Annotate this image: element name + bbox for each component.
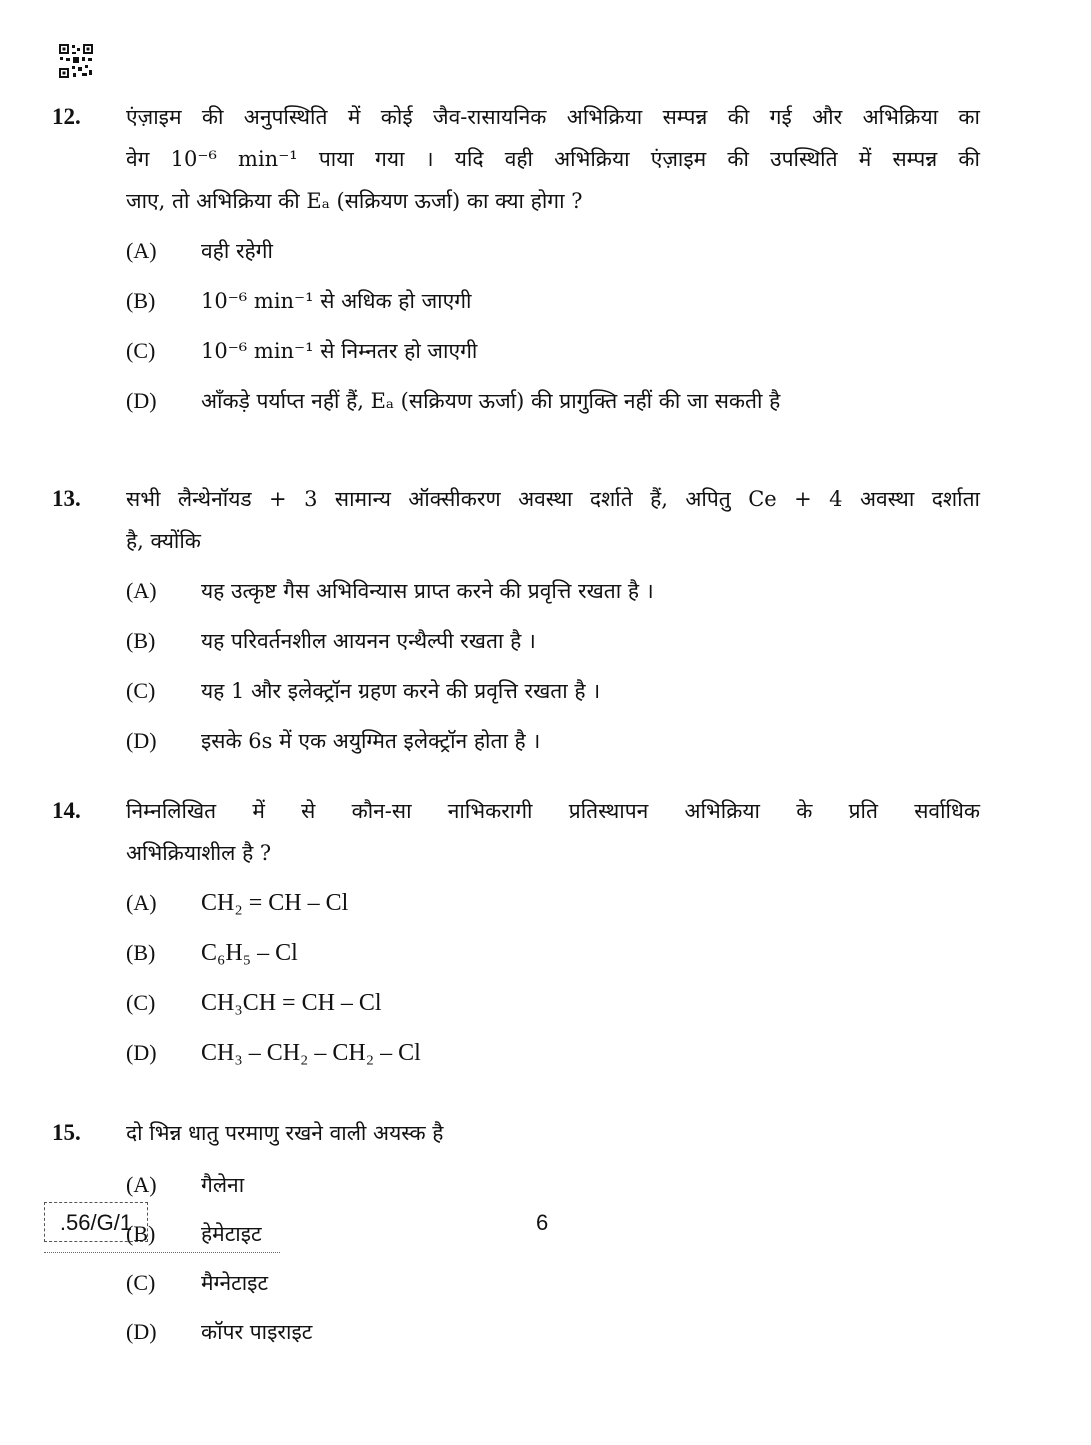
question-number: 15.: [52, 1120, 81, 1145]
option-label: (A): [126, 238, 157, 263]
option-d: [126, 380, 980, 430]
paper-code: .56/G/1: [44, 1202, 148, 1242]
option-d: [126, 720, 980, 770]
question-line: निम्नलिखित में से कौन-सा नाभिकरागी प्रतिस्थापन अभिक्रिया के प्रति सर्वाधिक: [126, 799, 980, 823]
option-a: [126, 882, 980, 932]
option-text: CH₂ = CH – Cl: [201, 890, 349, 916]
option-label: (B): [126, 1221, 156, 1246]
question-text: [126, 790, 980, 874]
option-text: CH₃CH = CH – Cl: [201, 990, 382, 1016]
option-label: (C): [126, 678, 156, 703]
footer-divider: [44, 1252, 280, 1255]
question-text: [126, 478, 980, 562]
option-label: (C): [126, 338, 156, 363]
question-line: है, क्योंकि: [126, 529, 201, 553]
page-number: 6: [536, 1210, 549, 1235]
option-label: (A): [126, 890, 157, 915]
question-line: एंज़ाइम की अनुपस्थिति में कोई जैव-रासायनिक अभिक्रिया सम्पन्न की गई और अभिक्रिया का: [126, 105, 980, 129]
option-d: [126, 1311, 980, 1360]
options-list: [126, 882, 980, 1082]
option-text: यह उत्कृष्ट गैस अभिविन्यास प्राप्त करने की प्रवृत्ति रखता है ।: [201, 579, 654, 603]
option-label: (D): [126, 388, 157, 413]
option-c: [126, 330, 980, 380]
option-label: (B): [126, 628, 156, 653]
option-text: कॉपर पाइराइट: [201, 1320, 313, 1344]
option-text: CH₃ – CH₂ – CH₂ – Cl: [201, 1040, 421, 1066]
option-c: [126, 982, 980, 1032]
option-label: (A): [126, 1172, 157, 1197]
options-list: [126, 570, 980, 770]
option-b: [126, 620, 980, 670]
option-a: [126, 230, 980, 280]
option-c: [126, 670, 980, 720]
option-label: (D): [126, 728, 157, 753]
question-12: [52, 96, 980, 430]
option-text: यह 1 और इलेक्ट्रॉन ग्रहण करने की प्रवृत्ति रखता है ।: [201, 679, 601, 703]
option-b: [126, 280, 980, 330]
option-label: (B): [126, 288, 156, 313]
option-text: इसके 6s में एक अयुग्मित इलेक्ट्रॉन होता है ।: [201, 729, 541, 753]
question-15: [52, 1112, 980, 1360]
option-text: 10⁻⁶ min⁻¹ से निम्नतर हो जाएगी: [201, 339, 478, 363]
question-line: दो भिन्न धातु परमाणु रखने वाली अयस्क है: [126, 1121, 444, 1145]
option-label: (C): [126, 1270, 156, 1295]
option-text: मैग्नेटाइट: [201, 1271, 269, 1295]
option-text: वही रहेगी: [201, 239, 273, 263]
question-number: 14.: [52, 798, 81, 823]
option-d: [126, 1032, 980, 1082]
option-a: [126, 570, 980, 620]
option-text: गैलेना: [201, 1173, 245, 1197]
question-14: [52, 790, 980, 1082]
question-text: [126, 1112, 980, 1154]
option-a: [126, 1164, 980, 1213]
question-number: 13.: [52, 486, 81, 511]
option-label: (C): [126, 990, 156, 1015]
option-label: (D): [126, 1040, 157, 1065]
option-label: (B): [126, 940, 156, 965]
question-line: अभिक्रियाशील है ?: [126, 841, 272, 865]
question-line: वेग 10⁻⁶ min⁻¹ पाया गया । यदि वही अभिक्रिया एंज़ाइम की उपस्थिति में सम्पन्न की: [126, 147, 980, 171]
option-label: (A): [126, 578, 157, 603]
option-text: हेमेटाइट: [201, 1222, 262, 1246]
option-text: आँकड़े पर्याप्त नहीं हैं, Eₐ (सक्रियण ऊर्जा) की प्रागुक्ति नहीं की जा सकती है: [201, 389, 781, 413]
question-number: 12.: [52, 104, 81, 129]
qr-code-icon: [58, 43, 94, 79]
option-label: (D): [126, 1319, 157, 1344]
question-line: सभी लैन्थेनॉयड + 3 सामान्य ऑक्सीकरण अवस्था दर्शाते हैं, अपितु Ce + 4 अवस्था दर्शाता: [126, 487, 980, 511]
option-text: 10⁻⁶ min⁻¹ से अधिक हो जाएगी: [201, 289, 472, 313]
option-b: [126, 932, 980, 982]
options-list: [126, 230, 980, 430]
option-text: C₆H₅ – Cl: [201, 940, 298, 966]
option-c: [126, 1262, 980, 1311]
options-list: [126, 1164, 980, 1360]
question-13: [52, 478, 980, 770]
question-line: जाए, तो अभिक्रिया की Eₐ (सक्रियण ऊर्जा) का क्या होगा ?: [126, 189, 583, 213]
option-text: यह परिवर्तनशील आयनन एन्थैल्पी रखता है ।: [201, 629, 536, 653]
question-text: [126, 96, 980, 222]
